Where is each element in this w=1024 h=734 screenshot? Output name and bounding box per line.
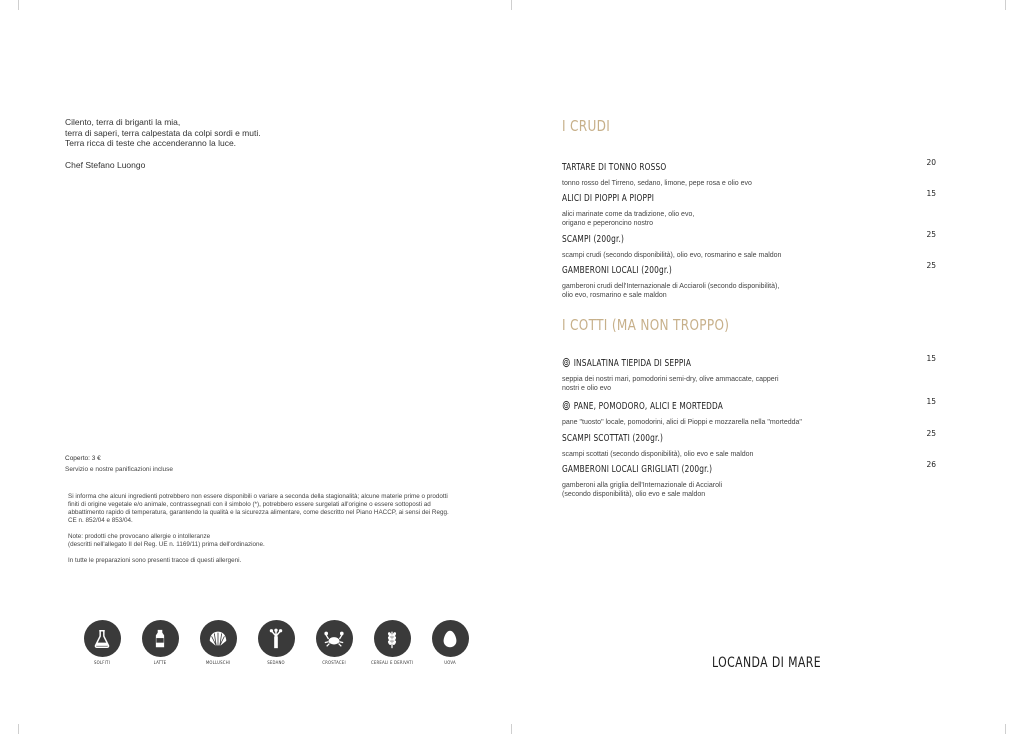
dish-name: GAMBERONI LOCALI GRIGLIATI (200gr.) xyxy=(562,464,713,475)
notes-paragraph: Si informa che alcuni ingredienti potrebbero non essere disponibili o variare a seconda della stagionalità; alcune materie prime o prodotti finiti di origine vegetale e/o animale, contrassegnati con il simbolo (*), potrebbero essere surgelati all'origine o essere sottoposti ad abbattimento rapido di temperatura, garantendo la qualità e la sicurezza alimentare, come descritto nel Piano HACCP, ai sensi dei Regg. CE n. 852/04 e 853/04. xyxy=(68,493,449,524)
menu-item xyxy=(562,353,938,394)
dish-name: ALICI DI PIOPPI A PIOPPI xyxy=(562,193,655,204)
allergen-label: SOLFITI xyxy=(94,661,110,666)
allergen-cereali xyxy=(362,620,422,666)
brand-name: LOCANDA DI MARE xyxy=(712,655,822,671)
wheat-icon xyxy=(374,620,411,657)
crop-mark xyxy=(1005,0,1006,10)
dish-name: SCAMPI (200gr.) xyxy=(562,234,625,245)
allergen-latte xyxy=(130,620,190,666)
dish-description: gamberoni alla griglia dell'Internazionale di Acciaroli (secondo disponibilità), olio evo e sale maldon xyxy=(562,482,723,498)
coperto-price: Coperto: 3 € xyxy=(65,455,101,462)
crop-mark xyxy=(1005,724,1006,734)
dish-price: 20 xyxy=(926,158,936,167)
section-title-cotti: I COTTI (MA NON TROPPO) xyxy=(562,316,730,334)
menu-item xyxy=(562,229,938,261)
flask-icon xyxy=(84,620,121,657)
poem-line: Terra ricca di teste che accenderanno la luce. xyxy=(65,138,237,148)
allergen-label: MOLLUSCHI xyxy=(205,661,231,666)
dish-description: gamberoni crudi dell'Internazionale di Acciaroli (secondo disponibilità), olio evo, rosmarino e sale maldon xyxy=(562,283,780,299)
dish-price: 15 xyxy=(926,189,936,198)
allergen-molluschi xyxy=(188,620,248,666)
allergen-notes xyxy=(68,493,458,573)
section-title-crudi: I CRUDI xyxy=(562,117,611,135)
menu-item xyxy=(562,459,938,500)
dish-name xyxy=(562,357,691,369)
dish-price: 15 xyxy=(926,397,936,406)
allergen-label: CROSTACEI xyxy=(322,661,346,666)
crop-mark xyxy=(511,0,512,10)
poem-line: Cilento, terra di briganti la mia, xyxy=(65,117,181,127)
dish-name-text: PANE, POMODORO, ALICI E MORTEDDA xyxy=(573,401,723,412)
egg-icon xyxy=(432,620,469,657)
crab-icon xyxy=(316,620,353,657)
allergen-label: LATTE xyxy=(153,661,167,666)
allergen-legend xyxy=(72,620,462,670)
dish-price: 26 xyxy=(926,460,936,469)
dish-price: 25 xyxy=(926,429,936,438)
menu-item xyxy=(562,157,938,189)
menu-item xyxy=(562,396,938,428)
dish-name: SCAMPI SCOTTATI (200gr.) xyxy=(562,433,664,444)
menu-item xyxy=(562,428,938,460)
dish-name xyxy=(562,400,723,412)
snail-icon xyxy=(562,400,571,411)
shell-icon xyxy=(200,620,237,657)
allergen-uova xyxy=(420,620,480,666)
allergen-sedano xyxy=(246,620,306,666)
chef-signature: Chef Stefano Luongo xyxy=(65,160,146,170)
dish-description: tonno rosso del Tirreno, sedano, limone, pepe rosa e olio evo xyxy=(562,180,752,187)
allergen-crostacei xyxy=(304,620,364,666)
dish-description: alici marinate come da tradizione, olio evo, origano e peperoncino nostro xyxy=(562,211,695,227)
dish-price: 25 xyxy=(926,261,936,270)
menu-item xyxy=(562,188,938,229)
dish-description: scampi crudi (secondo disponibilità), olio evo, rosmarino e sale maldon xyxy=(562,252,782,259)
dish-description: pane "tuosto" locale, pomodorini, alici di Pioppi e mozzarella nella "mortedda" xyxy=(562,419,802,426)
dish-price: 15 xyxy=(926,354,936,363)
dish-name-text: INSALATINA TIEPIDA DI SEPPIA xyxy=(573,358,692,369)
crop-mark xyxy=(511,724,512,734)
intro-poem xyxy=(65,117,261,149)
milk-bottle-icon xyxy=(142,620,179,657)
dish-price: 25 xyxy=(926,230,936,239)
snail-icon xyxy=(562,357,571,368)
allergen-label: SEDANO xyxy=(267,661,285,666)
allergen-label: UOVA xyxy=(444,661,456,666)
notes-paragraph: In tutte le preparazioni sono presenti tracce di questi allergeni. xyxy=(68,557,242,564)
celery-icon xyxy=(258,620,295,657)
menu-item xyxy=(562,260,938,301)
crop-mark xyxy=(18,0,19,10)
servizio-note: Servizio e nostre panificazioni incluse xyxy=(65,466,174,473)
allergen-solfiti xyxy=(72,620,132,666)
dish-description: scampi scottati (secondo disponibilità), olio evo e sale maldon xyxy=(562,451,754,458)
dish-name: TARTARE DI TONNO ROSSO xyxy=(562,162,667,173)
allergen-label: CEREALI E DERIVATI xyxy=(370,661,414,666)
dish-name: GAMBERONI LOCALI (200gr.) xyxy=(562,265,672,276)
dish-description: seppia dei nostri mari, pomodorini semi-dry, olive ammaccate, capperi nostri e olio evo xyxy=(562,376,779,392)
crop-mark xyxy=(18,724,19,734)
notes-paragraph: Note: prodotti che provocano allergie o intolleranze (descritti nell'allegato II del Reg. UE n. 1169/11) prima dell'ordinazione. xyxy=(68,533,265,548)
poem-line: terra di saperi, terra calpestata da colpi sordi e muti. xyxy=(65,127,261,138)
